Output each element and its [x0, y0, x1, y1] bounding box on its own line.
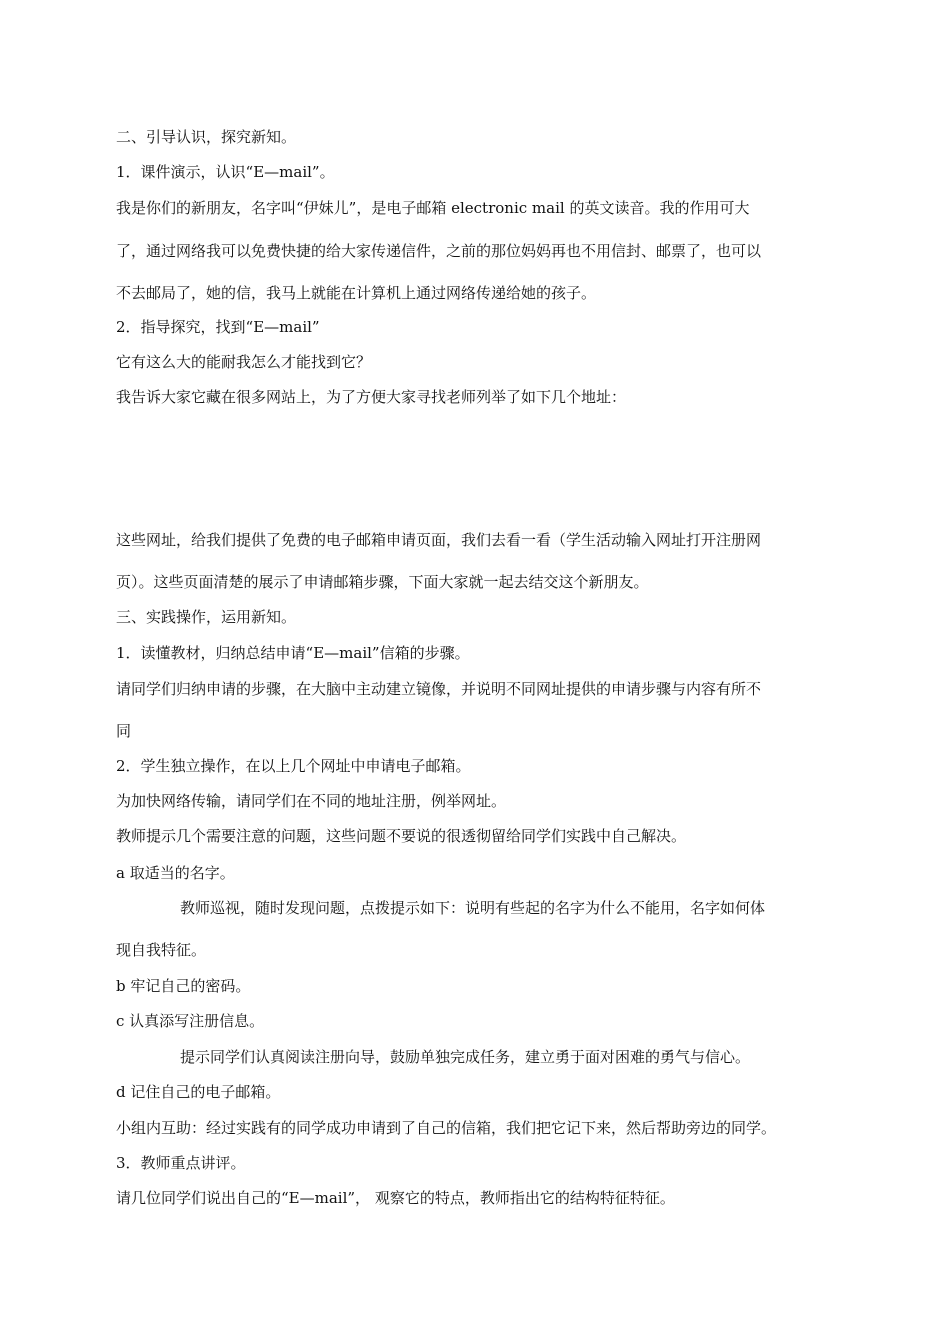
list-item-d: d 记住自己的电子邮箱。	[116, 1083, 281, 1101]
paragraph-line: 为加快网络传输，请同学们在不同的地址注册，例举网址。	[116, 792, 507, 810]
step-heading-2: 2．指导探究，找到“E—mail”	[116, 318, 320, 336]
paragraph-line: 请同学们归纳申请的步骤，在大脑中主动建立镜像，并说明不同网址提供的申请步骤与内容有所不	[116, 680, 762, 698]
paragraph-line: 不去邮局了，她的信，我马上就能在计算机上通过网络传递给她的孩子。	[116, 284, 597, 302]
step-heading-1: 1．课件演示，认识“E—mail”。	[116, 163, 335, 181]
indented-paragraph-line: 教师巡视，随时发现问题，点拨提示如下：说明有些起的名字为什么不能用，名字如何体	[180, 899, 766, 917]
paragraph-line: 教师提示几个需要注意的问题，这些问题不要说的很透彻留给同学们实践中自己解决。	[116, 827, 687, 845]
list-item-a: a 取适当的名字。	[116, 864, 235, 882]
section-heading-3: 三、实践操作，运用新知。	[116, 608, 297, 626]
step-heading-1: 1．读懂教材，归纳总结申请“E—mail”信箱的步骤。	[116, 644, 470, 662]
paragraph-line: 它有这么大的能耐我怎么才能找到它？	[116, 353, 372, 371]
paragraph-line: 这些网址，给我们提供了免费的电子邮箱申请页面，我们去看一看（学生活动输入网址打开注册网	[116, 531, 762, 549]
list-item-c: c 认真添写注册信息。	[116, 1012, 265, 1030]
paragraph-line: 小组内互助：经过实践有的同学成功申请到了自己的信箱，我们把它记下来，然后帮助旁边的同学。	[116, 1119, 777, 1137]
paragraph-line: 我是你们的新朋友，名字叫“伊妹儿”，是电子邮箱 electronic mail 的英文读音。我的作用可大	[116, 199, 750, 217]
paragraph-line: 我告诉大家它藏在很多网站上，为了方便大家寻找老师列举了如下几个地址：	[116, 388, 627, 406]
paragraph-line: 现自我特征。	[116, 941, 207, 959]
step-heading-3: 3．教师重点讲评。	[116, 1154, 246, 1172]
step-heading-2: 2．学生独立操作，在以上几个网址中申请电子邮箱。	[116, 757, 471, 775]
paragraph-line: 请几位同学们说出自己的“E—mail”， 观察它的特点，教师指出它的结构特征特征。	[116, 1189, 675, 1207]
paragraph-line: 了，通过网络我可以免费快捷的给大家传递信件，之前的那位妈妈再也不用信封、邮票了，也可以	[116, 242, 762, 260]
paragraph-line: 页）。这些页面清楚的展示了申请邮箱步骤，下面大家就一起去结交这个新朋友。	[116, 573, 649, 591]
list-item-b: b 牢记自己的密码。	[116, 977, 251, 995]
indented-paragraph-line: 提示同学们认真阅读注册向导，鼓励单独完成任务，建立勇于面对困难的勇气与信心。	[180, 1048, 751, 1066]
section-heading-2: 二、引导认识，探究新知。	[116, 128, 297, 146]
paragraph-line: 同	[116, 722, 132, 740]
